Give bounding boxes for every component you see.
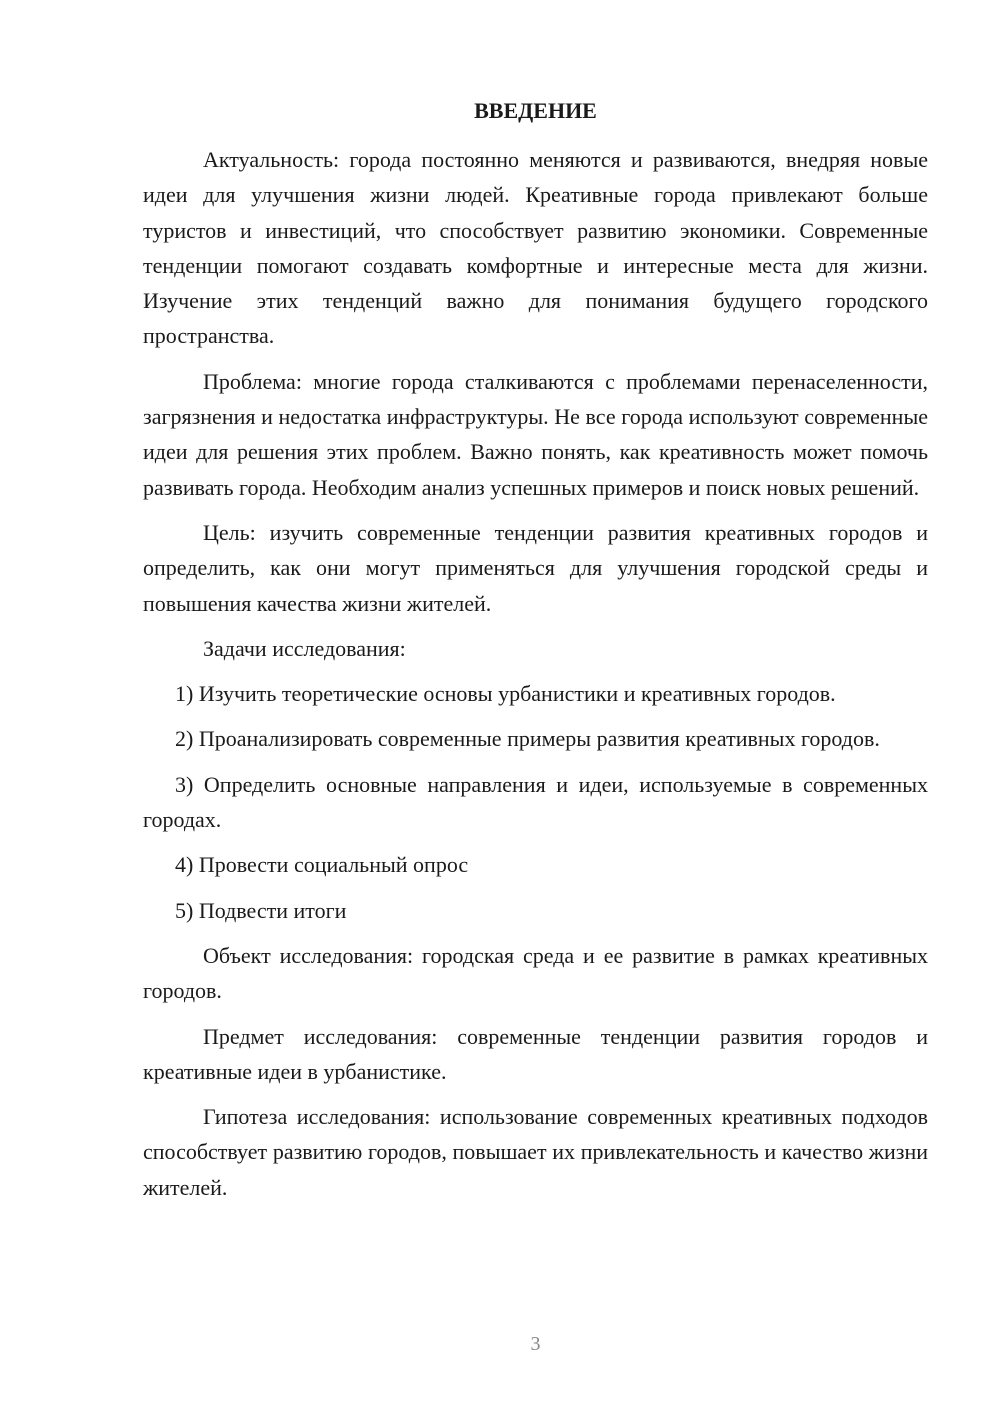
page-number — [143, 1333, 928, 1356]
paragraph-object: Объект исследования: городская среда и ее развитие в рамках креативных городов. — [143, 942, 928, 1004]
paragraph-subject: Предмет исследования: современные тенденции развития городов и креативные идеи в урбанистике. — [143, 1023, 928, 1084]
page-number-value: 3 — [530, 1333, 541, 1355]
document-page — [143, 0, 928, 1414]
paragraph-hypothesis: Гипотеза исследования: использование современных креативных подходов способствует развитию городов, повышает их привлекательность и качество жизни жителей. — [143, 1104, 928, 1200]
task-item: 1) Изучить теоретические основы урбанистики и креативных городов. — [175, 681, 836, 707]
paragraph-relevance: Актуальность: города постоянно меняются и развиваются, внедряя новые идеи для улучшения жизни людей. Креативные города привлекают больше туристов и инвестиций, что способствует развитию экономики. Современные тенденции помогают создавать комфортные и интересные места для жизни. Изучение этих тенденций важно для понимания будущего городского пространства. — [143, 147, 928, 349]
paragraph-problem: Проблема: многие города сталкиваются с проблемами перенаселенности, загрязнения и недостатка инфраструктуры. Не все города используют современные идеи для решения этих проблем. Важно понять, как креативность может помочь развивать города. Необходим анализ успешных примеров и поиск новых решений. — [143, 368, 928, 500]
task-item: 5) Подвести итоги — [175, 897, 347, 923]
task-item: 2) Проанализировать современные примеры развития креативных городов. — [175, 726, 880, 752]
paragraph-goal: Цель: изучить современные тенденции развития креативных городов и определить, как они могут применяться для улучшения городской среды и повышения качества жизни жителей. — [143, 519, 928, 616]
task-item: 3) Определить основные направления и идеи, используемые в современных городах. — [143, 771, 928, 833]
document-body — [143, 142, 928, 1215]
section-heading: ВВЕДЕНИЕ — [474, 98, 597, 123]
tasks-heading: Задачи исследования: — [203, 635, 406, 661]
task-item: 4) Провести социальный опрос — [175, 852, 469, 878]
